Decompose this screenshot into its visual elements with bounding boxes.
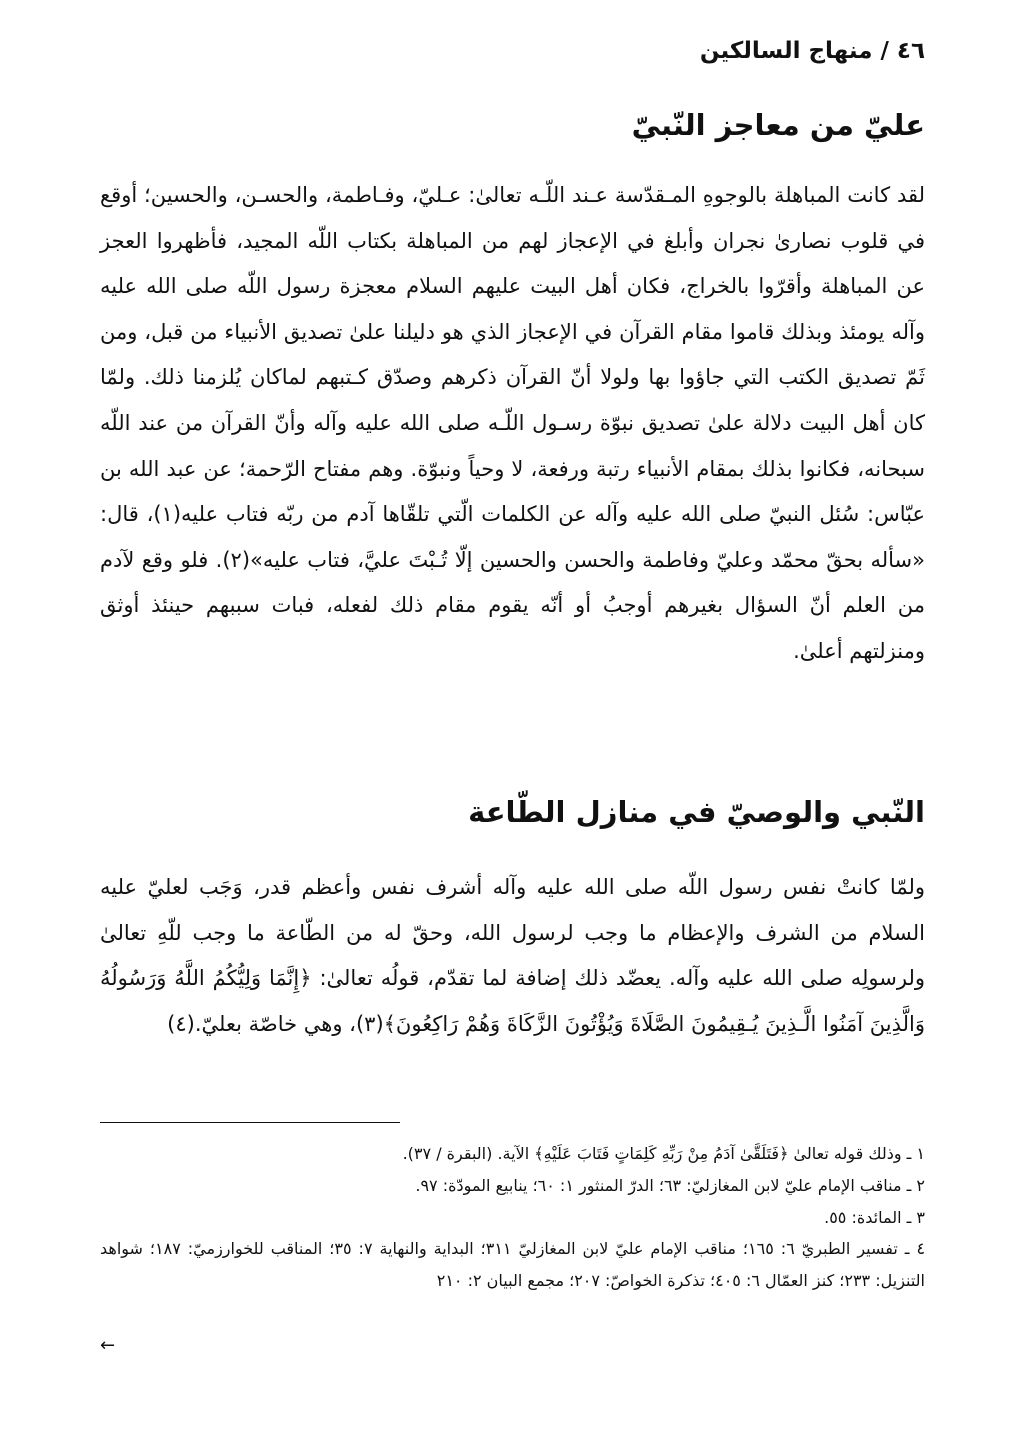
running-head: ٤٦ / منهاج السالكين: [699, 38, 925, 64]
footnote-divider: [100, 1122, 400, 1123]
footnote: ١ ـ وذلك قوله تعالىٰ ﴿فَتَلَقَّىٰ آدَمُ مِنْ رَبِّهِ كَلِمَاتٍ فَتَابَ عَلَيْهِ﴾ الآية. (البقرة / ٣٧).: [402, 1144, 925, 1163]
footnotes: [100, 1138, 925, 1297]
continuation-arrow-icon: ←: [100, 1335, 116, 1356]
footnote: ٤ ـ تفسير الطبريّ ٦: ١٦٥؛ مناقب الإمام عليّ لابن المغازليّ ٣١١؛ البداية والنهاية ٧: ٣٥؛ المناقب للخوارزميّ: ١٨٧؛ شواهد التنزيل: ٢٣٣؛ كنز العمّال ٦: ٤٠٥؛ تذكرة الخواصّ: ٢٠٧؛ مجمع البيان ٢: ٢١٠: [100, 1239, 926, 1291]
section-title: النّبي والوصيّ في منازل الطّاعة: [468, 795, 925, 829]
body-paragraph: لقد كانت المباهلة بالوجوهِ المـقدّسة عـند اللّـه تعالىٰ: عـليّ، وفـاطمة، والحسـن، والحسين؛ أوقع في قلوب نصارىٰ نجران وأبلغ في الإعجاز لهم من المباهلة بكتاب اللّه المجيد، فأظهروا العجز عن المباهلة وأقرّوا بالخراج، فكان أهل البيت عليهم السلام معجزة رسول اللّه صلى الله عليه وآله يومئذ وبذلك قاموا مقام القرآن في الإعجاز الذي هو دليلنا علىٰ تصديق الأنبياء من قبل، ومن ثَمّ تصديق الكتب التي جاؤوا بها ولولا أنّ القرآن ذكرهم وصدّق كـتبهم لماكان يُلزمنا ذلك. ولمّا كان أهل البيت دلالة علىٰ تصديق نبوّة رسـول اللّـه صلى الله عليه وآله وأنّ القرآن من عند اللّه سبحانه، فكانوا بذلك بمقام الأنبياء رتبة ورفعة، لا وحياً ونبوّة. وهم مفتاح الرّحمة؛ عن عبد الله بن عبّاس: سُئل النبيّ صلى الله عليه وآله عن الكلمات الّتي تلقّاها آدم من ربّه فتاب عليه(١)، قال: «سأله بحقّ محمّد وعليّ وفاطمة والحسن والحسين إلّا تُـبْتَ عليَّ، فتاب عليه»(٢). فلو وقع لآدم من العلم أنّ السؤال بغيرهم أوجبُ أو أنّه يقوم مقام ذلك لفعله، فبات سببهم حينئذ أوثق ومنزلتهم أعلىٰ.: [100, 183, 925, 663]
section-title: عليّ من معاجز النّبيّ: [631, 108, 925, 142]
body-paragraph: ولمّا كانتْ نفس رسول اللّه صلى الله عليه وآله أشرف نفس وأعظم قدر، وَجَب لعليّ عليه السلام من الشرف والإعظام ما وجب لرسول الله، وحقّ له من الطّاعة ما وجب للّهِ تعالىٰ ولرسولِه صلى الله عليه وآله. يعضّد ذلك إضافة لما تقدّم، قولُه تعالىٰ: ﴿إِنَّمَا وَلِيُّكُمُ اللَّهُ وَرَسُولُهُ وَالَّذِينَ آمَنُوا الَّـذِينَ يُـقِيمُونَ الصَّلَاةَ وَيُؤْتُونَ الزَّكَاةَ وَهُمْ رَاكِعُونَ﴾(٣)، وهي خاصّة بعليّ.(٤): [100, 875, 925, 1036]
footnote: ٣ ـ المائدة: ٥٥.: [824, 1207, 925, 1227]
footnote: ٢ ـ مناقب الإمام عليّ لابن المغازليّ: ٦٣؛ الدرّ المنثور ١: ٦٠؛ ينابيع المودّة: ٩٧.: [415, 1175, 925, 1195]
